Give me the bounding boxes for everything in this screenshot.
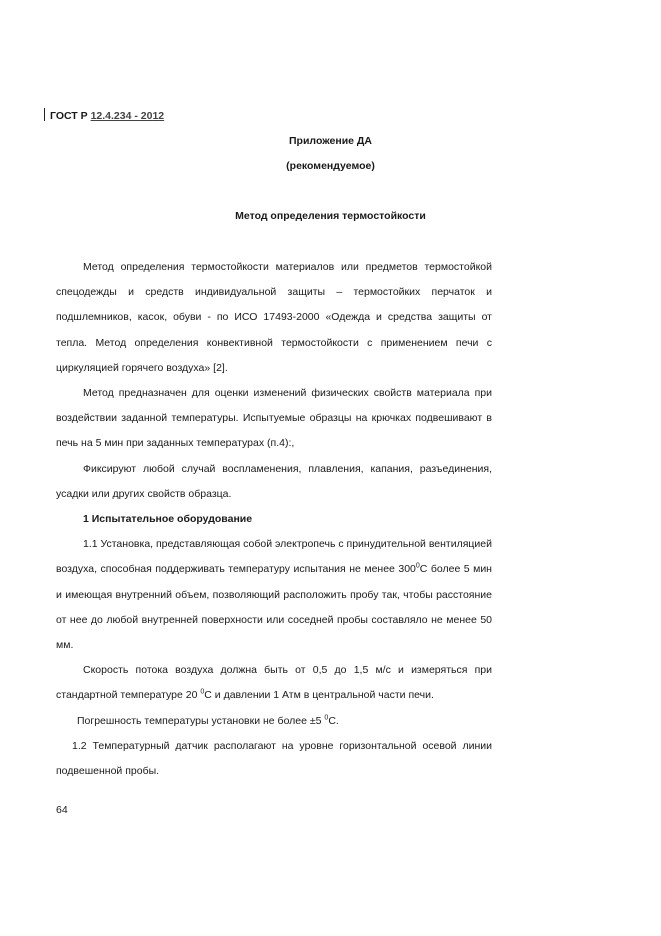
paragraph-1-1: 1.1 Установка, представляющая собой электропечь с принудительной вентиляцией воздуха, способная поддерживать температуру испытания не менее $300^0С$ более 5 мин и имеющая внутренний объем, позволяющий расположить пробу так, чтобы расстояние от нее до любой внутренней поверхности или соседней пробы составляло не менее 50 мм.: [56, 538, 492, 652]
paragraph-intro: Метод определения термостойкости материалов или предметов термостойкой спецодежды и средств индивидуальной защиты – термостойких перчаток и подшлемников, касок, обуви - по ИСО 17493-2000 «Одежда и средства защиты от тепла. Метод определения конвективной термостойкости с применением печи с циркуляцией горячего воздуха» [2].: [56, 261, 492, 374]
paragraph-record: Фиксируют любой случай воспламенения, плавления, капания, разъединения, усадки или других свойств образца.: [56, 462, 492, 500]
header-prefix: ГОСТ Р: [50, 110, 88, 122]
paragraph-purpose: Метод предназначен для оценки изменений физических свойств материала при воздействии заданной температуры. Испытуемые образцы на крючках подвешивают в печь на 5 мин при заданных температурах (п.4):,: [56, 387, 492, 450]
section-heading: 1 Испытательное оборудование: [83, 513, 253, 526]
change-bar: [44, 108, 45, 121]
document-body: [56, 255, 492, 784]
header-year: 12: [152, 110, 165, 122]
header-standard-number: 12.4.234 - 20: [90, 110, 153, 122]
appendix-subtitle: (рекомендуемое): [286, 160, 375, 172]
paragraph-error: Погрешность температуры установки не более ±5 $^0$С.: [77, 714, 339, 727]
paragraph-airflow: Скорость потока воздуха должна быть от 0,5 до 1,5 м/с и измеряться при стандартной температуре 20 $^0$С и давлении 1 Атм в центральной части печи.: [56, 664, 492, 702]
appendix-title: Приложение ДА: [289, 135, 372, 147]
paragraph-1-2: 1.2 Температурный датчик располагают на уровне горизонтальной осевой линии подвешенной пробы.: [56, 739, 492, 778]
page-number: 64: [56, 804, 68, 816]
document-header: [44, 108, 164, 122]
method-title: Метод определения термостойкости: [235, 210, 426, 222]
